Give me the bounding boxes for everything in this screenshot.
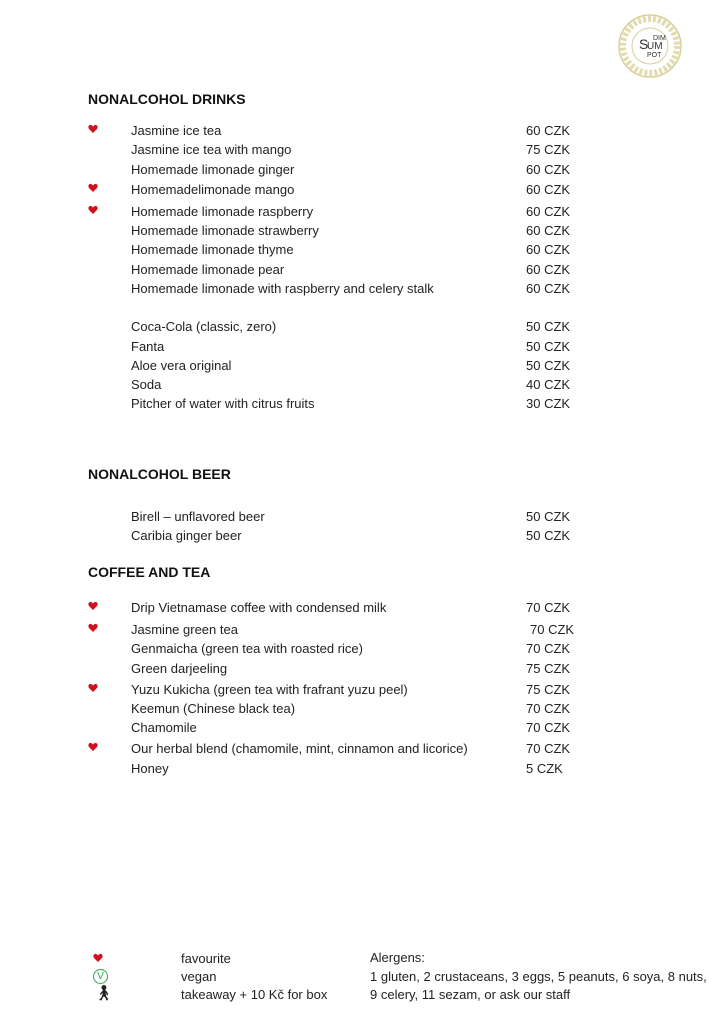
heart-icon xyxy=(88,623,98,633)
item-name: Fanta xyxy=(131,339,165,354)
legend-takeaway: takeaway + 10 Kč for box xyxy=(181,987,328,1002)
svg-text:POT: POT xyxy=(647,52,662,59)
item-name: Pitcher of water with citrus fruits xyxy=(131,396,315,411)
item-name: Caribia ginger beer xyxy=(131,528,242,543)
menu-item xyxy=(0,123,724,141)
menu-item xyxy=(0,761,724,779)
item-name: Chamomile xyxy=(131,720,197,735)
item-name: Birell – unflavored beer xyxy=(131,509,265,524)
section-title: NONALCOHOL DRINKS xyxy=(88,91,246,107)
item-name: Homemadelimonade mango xyxy=(131,182,295,197)
item-price: 50 CZK xyxy=(526,509,571,524)
heart-icon xyxy=(88,683,98,693)
menu-item xyxy=(0,182,724,200)
menu-item xyxy=(0,741,724,759)
menu-item xyxy=(0,661,724,679)
item-price: 60 CZK xyxy=(526,262,571,277)
heart-icon xyxy=(93,953,103,963)
legend-favourite: favourite xyxy=(181,951,231,966)
heart-icon xyxy=(88,742,98,752)
item-price: 70 CZK xyxy=(530,622,575,637)
item-price: 70 CZK xyxy=(526,720,571,735)
item-price: 60 CZK xyxy=(526,223,571,238)
item-name: Our herbal blend (chamomile, mint, cinnamon and licorice) xyxy=(131,741,468,756)
item-name: Homemade limonade ginger xyxy=(131,162,295,177)
item-price: 60 CZK xyxy=(526,242,571,257)
menu-item xyxy=(0,622,724,640)
item-name: Coca-Cola (classic, zero) xyxy=(131,319,277,334)
heart-icon xyxy=(88,205,98,215)
item-name: Jasmine ice tea with mango xyxy=(131,142,292,157)
menu-item xyxy=(0,142,724,160)
svg-text:S: S xyxy=(639,36,649,52)
menu-item xyxy=(0,528,724,546)
menu-item xyxy=(0,509,724,527)
item-price: 60 CZK xyxy=(526,182,571,197)
item-price: 40 CZK xyxy=(526,377,571,392)
menu-item xyxy=(0,339,724,357)
section-title: COFFEE AND TEA xyxy=(88,564,211,580)
item-price: 50 CZK xyxy=(526,339,571,354)
heart-icon xyxy=(88,601,98,611)
legend-vegan: vegan xyxy=(181,969,217,984)
item-name: Keemun (Chinese black tea) xyxy=(131,701,296,716)
item-price: 60 CZK xyxy=(526,204,571,219)
menu-item xyxy=(0,319,724,337)
item-name: Yuzu Kukicha (green tea with frafrant yuzu peel) xyxy=(131,682,408,697)
item-name: Drip Vietnamase coffee with condensed milk xyxy=(131,600,387,615)
menu-item xyxy=(0,358,724,376)
vegan-icon: V xyxy=(93,969,108,984)
menu-item xyxy=(0,641,724,659)
item-price: 50 CZK xyxy=(526,528,571,543)
svg-text:DIM: DIM xyxy=(653,35,666,42)
svg-text:UM: UM xyxy=(647,41,663,52)
item-name: Homemade limonade thyme xyxy=(131,242,294,257)
item-name: Soda xyxy=(131,377,162,392)
item-price: 70 CZK xyxy=(526,701,571,716)
item-name: Aloe vera original xyxy=(131,358,232,373)
item-name: Honey xyxy=(131,761,169,776)
menu-item xyxy=(0,242,724,260)
section-title: NONALCOHOL BEER xyxy=(88,466,231,482)
menu-item xyxy=(0,281,724,299)
menu-item xyxy=(0,720,724,738)
item-price: 75 CZK xyxy=(526,682,571,697)
item-name: Jasmine ice tea xyxy=(131,123,222,138)
item-price: 60 CZK xyxy=(526,162,571,177)
item-name: Genmaicha (green tea with roasted rice) xyxy=(131,641,363,656)
heart-icon xyxy=(88,183,98,193)
menu-item xyxy=(0,204,724,222)
item-price: 75 CZK xyxy=(526,661,571,676)
dim-sum-spot-logo xyxy=(617,13,683,79)
menu-item xyxy=(0,377,724,395)
walking-person-icon: 🚶︎ xyxy=(94,985,114,1002)
item-price: 60 CZK xyxy=(526,281,571,296)
item-name: Jasmine green tea xyxy=(131,622,238,637)
item-price: 70 CZK xyxy=(526,741,571,756)
item-price: 75 CZK xyxy=(526,142,571,157)
allergens-title: Alergens: xyxy=(370,950,425,965)
item-name: Homemade limonade raspberry xyxy=(131,204,314,219)
item-price: 70 CZK xyxy=(526,641,571,656)
menu-item xyxy=(0,223,724,241)
menu-item xyxy=(0,162,724,180)
item-name: Green darjeeling xyxy=(131,661,228,676)
allergens-line-2: 9 celery, 11 sezam, or ask our staff xyxy=(370,987,571,1002)
menu-item xyxy=(0,701,724,719)
allergens-line-1: 1 gluten, 2 crustaceans, 3 eggs, 5 peanuts, 6 soya, 8 nuts, xyxy=(370,969,707,984)
menu-item xyxy=(0,396,724,414)
item-name: Homemade limonade pear xyxy=(131,262,285,277)
item-price: 50 CZK xyxy=(526,358,571,373)
item-price: 70 CZK xyxy=(526,600,571,615)
menu-item xyxy=(0,600,724,618)
menu-item xyxy=(0,682,724,700)
menu-item xyxy=(0,262,724,280)
heart-icon xyxy=(88,124,98,134)
item-name: Homemade limonade strawberry xyxy=(131,223,319,238)
item-price: 50 CZK xyxy=(526,319,571,334)
item-price: 5 CZK xyxy=(526,761,563,776)
item-name: Homemade limonade with raspberry and celery stalk xyxy=(131,281,434,296)
item-price: 30 CZK xyxy=(526,396,571,411)
item-price: 60 CZK xyxy=(526,123,571,138)
